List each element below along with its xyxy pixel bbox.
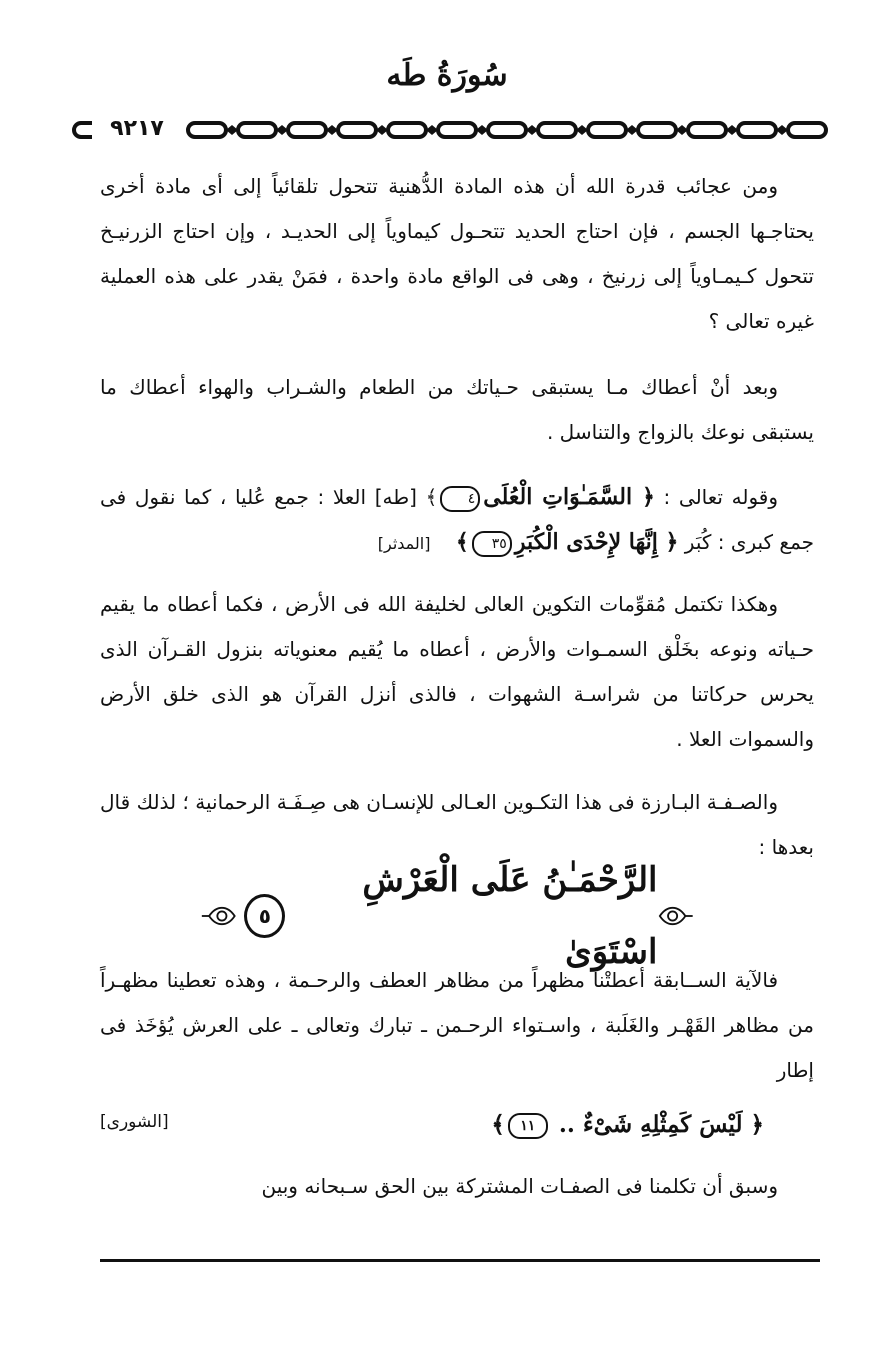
verse-ornament-right-icon bbox=[658, 901, 695, 931]
paragraph-6 bbox=[100, 958, 814, 1093]
verse-banner bbox=[200, 860, 694, 972]
page-number: ٩٢١٧ bbox=[92, 115, 182, 143]
paragraph-5-text: والصـفـة البـارزة فى هذا التكـوين العـالى للإنسـان هى صِـفَـة الرحمانية ؛ لذلك قال بعدها : bbox=[100, 790, 814, 859]
paragraph-3-text-b: ﴾ [طه] العلا : جمع عُليا ، كما نقول فى جمع كبرى : كُبَر bbox=[100, 485, 814, 554]
verse-text: الرَّحْمَـٰنُ عَلَى الْعَرْشِ اسْتَوَىٰ bbox=[362, 860, 658, 972]
ayah-number-mark-1: ٤ bbox=[440, 486, 480, 512]
quran-quote-3-close: ﴾ bbox=[491, 1111, 505, 1138]
footer-divider bbox=[100, 1259, 820, 1262]
paragraph-7 bbox=[100, 1164, 814, 1209]
paragraph-2 bbox=[100, 365, 814, 455]
surah-title: سُورَةُ طَه bbox=[386, 58, 508, 93]
quran-quote-1: ﴿ السَّمَـٰوَاتِ الْعُلَى bbox=[483, 484, 655, 510]
paragraph-4 bbox=[100, 582, 814, 762]
paragraph-1-text: ومن عجائب قدرة الله أن هذه المادة الدُّهنية تتحول تلقائياً إلى أى مادة أخرى يحتاجـها الجسم ، فإن احتاج الحديد تتحـول كيماوياً إلى الحديـد ، وإن احتاج الزرنيـخ تتحول كـيمـاوياً إلى زرنيخ ، وهى فى الواقع مادة واحدة ، فمَنْ يقدر على هذه العملية غيره تعالى ؟ bbox=[100, 174, 814, 333]
quran-quote-line bbox=[100, 1100, 814, 1150]
paragraph-1 bbox=[100, 164, 814, 344]
paragraph-3-text-a: وقوله تعالى : bbox=[663, 485, 778, 509]
verse-number-circle: ٥ bbox=[244, 894, 285, 938]
quran-quote-2-close: ﴾ bbox=[455, 529, 469, 555]
quran-quote-3 bbox=[491, 1100, 764, 1150]
paragraph-7-text: وسبق أن تكلمنا فى الصفـات المشتركة بين الحق سـبحانه وبين bbox=[261, 1174, 778, 1198]
paragraph-2-text: وبعد أنْ أعطاك مـا يستبقى حـياتك من الطعام والشـراب والهواء أعطاك ما يستبقى نوعك بالزواج والتناسل . bbox=[100, 375, 814, 444]
verse-ornament-left-icon bbox=[200, 901, 237, 931]
quran-quote-2: ﴿ إِنَّهَا لإِحْدَى الْكُبَرِ bbox=[514, 529, 679, 555]
chain-ornament-band bbox=[70, 118, 830, 142]
paragraph-6-text: فالآية الســابقة أعطتْنا مظهراً من مظاهر العطف والرحـمة ، وهذه تعطينا مظهـراً من مظاهر القَهْـر والغَلَبة ، واسـتواء الرحـمن ـ تبارك وتعالى ـ على العرش يُؤخَذ فى إطار bbox=[100, 968, 814, 1082]
surah-reference-1: [المدثر] bbox=[377, 534, 431, 553]
quran-quote-3-text: ﴿ لَيْسَ كَمِثْلِهِ شَىْءٌ .. bbox=[558, 1111, 764, 1138]
ayah-number-mark-3: ١١ bbox=[508, 1113, 548, 1139]
paragraph-3 bbox=[100, 475, 814, 566]
ayah-number-mark-2: ٣٥ bbox=[472, 531, 512, 557]
surah-reference-2: [الشورى] bbox=[100, 1112, 169, 1132]
paragraph-4-text: وهكذا تكتمل مُقوِّمات التكوين العالى لخليفة الله فى الأرض ، فكما أعطاه ما يقيم حـياته ونوعه بخَلْق السمـوات والأرض ، أعطاه ما يُقيم معنوياته بنزول القـرآن الذى يحرس حركاتنا من شراسـة الشهوات ، فالذى أنزل القرآن هو الذى خلق الأرض والسموات العلا . bbox=[100, 592, 814, 751]
